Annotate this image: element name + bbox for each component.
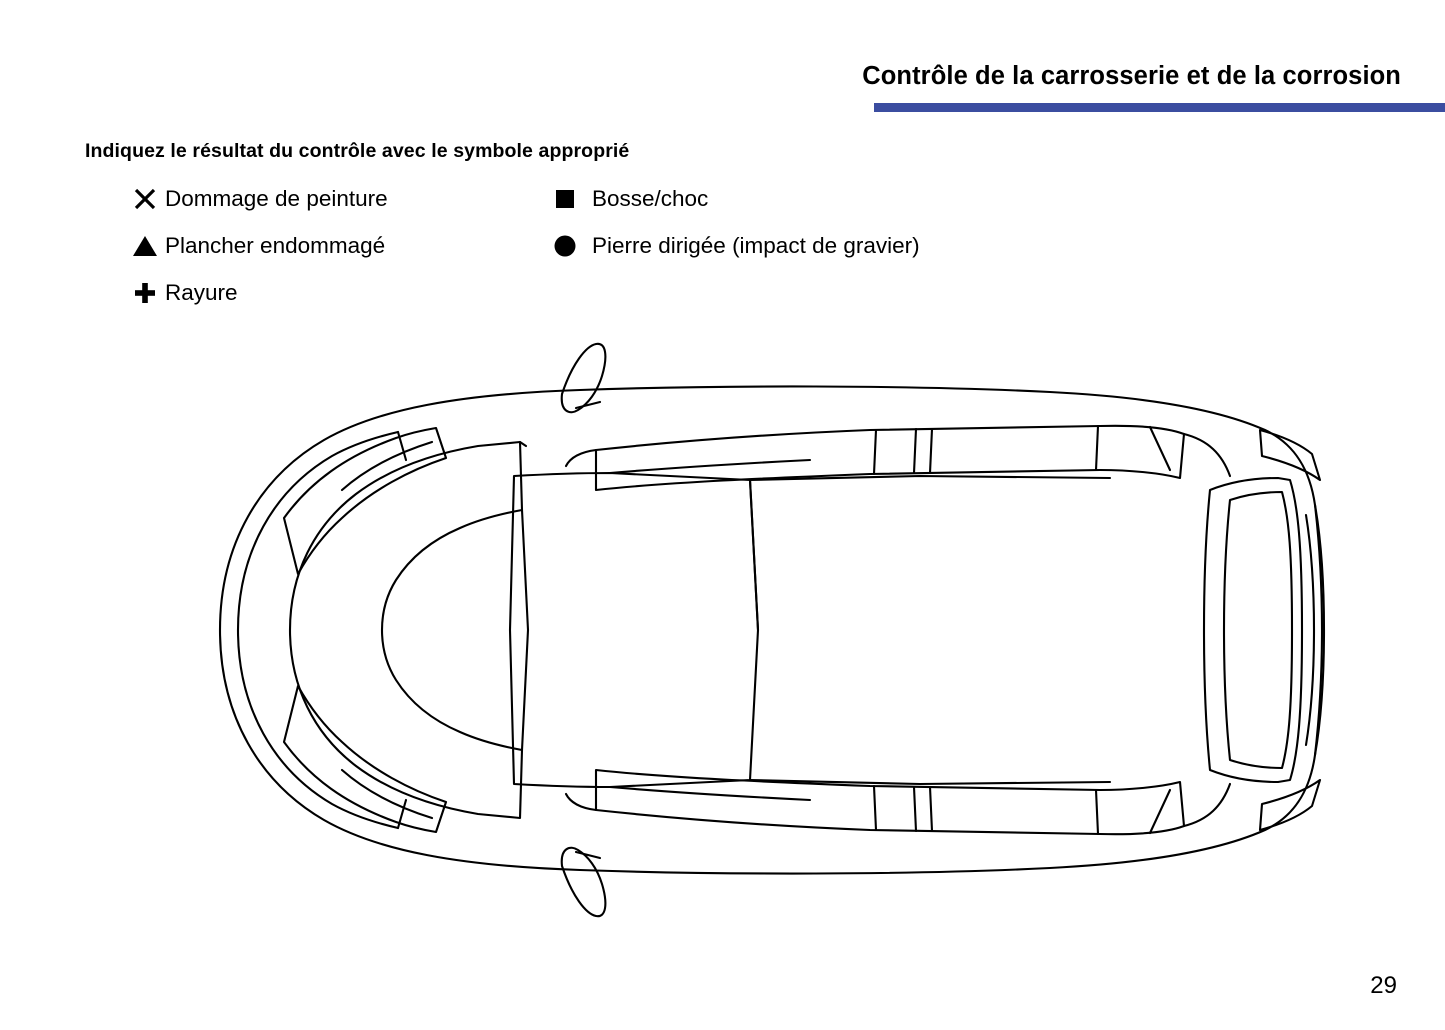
legend-row [128, 229, 1128, 276]
instruction-text: Indiquez le résultat du contrôle avec le symbole approprié [85, 140, 630, 162]
filled-square-symbol [548, 182, 582, 216]
legend-label: Plancher endommagé [165, 232, 386, 258]
page-number: 29 [1370, 972, 1397, 999]
filled-triangle-symbol [128, 229, 162, 263]
legend-row [128, 182, 1128, 229]
legend-item-stone-chip [548, 229, 1108, 263]
legend-item-paint-damage [128, 182, 548, 216]
car-top-view-diagram [110, 330, 1340, 930]
legend-row [128, 276, 1128, 323]
page-header [862, 62, 1401, 90]
legend-label: Bosse/choc [592, 185, 709, 211]
legend-label: Rayure [165, 279, 238, 305]
page-title: Contrôle de la carrosserie et de la corrosion [862, 62, 1401, 90]
x-cross-symbol [128, 182, 162, 216]
legend-item-floor-damage [128, 229, 548, 263]
legend-label: Pierre dirigée (impact de gravier) [592, 232, 920, 258]
legend-item-dent [548, 182, 1108, 216]
header-rule [874, 103, 1445, 112]
legend-item-scratch [128, 276, 548, 310]
legend-label: Dommage de peinture [165, 185, 388, 211]
plus-cross-symbol [128, 276, 162, 310]
legend [128, 182, 1128, 323]
filled-circle-symbol [548, 229, 582, 263]
